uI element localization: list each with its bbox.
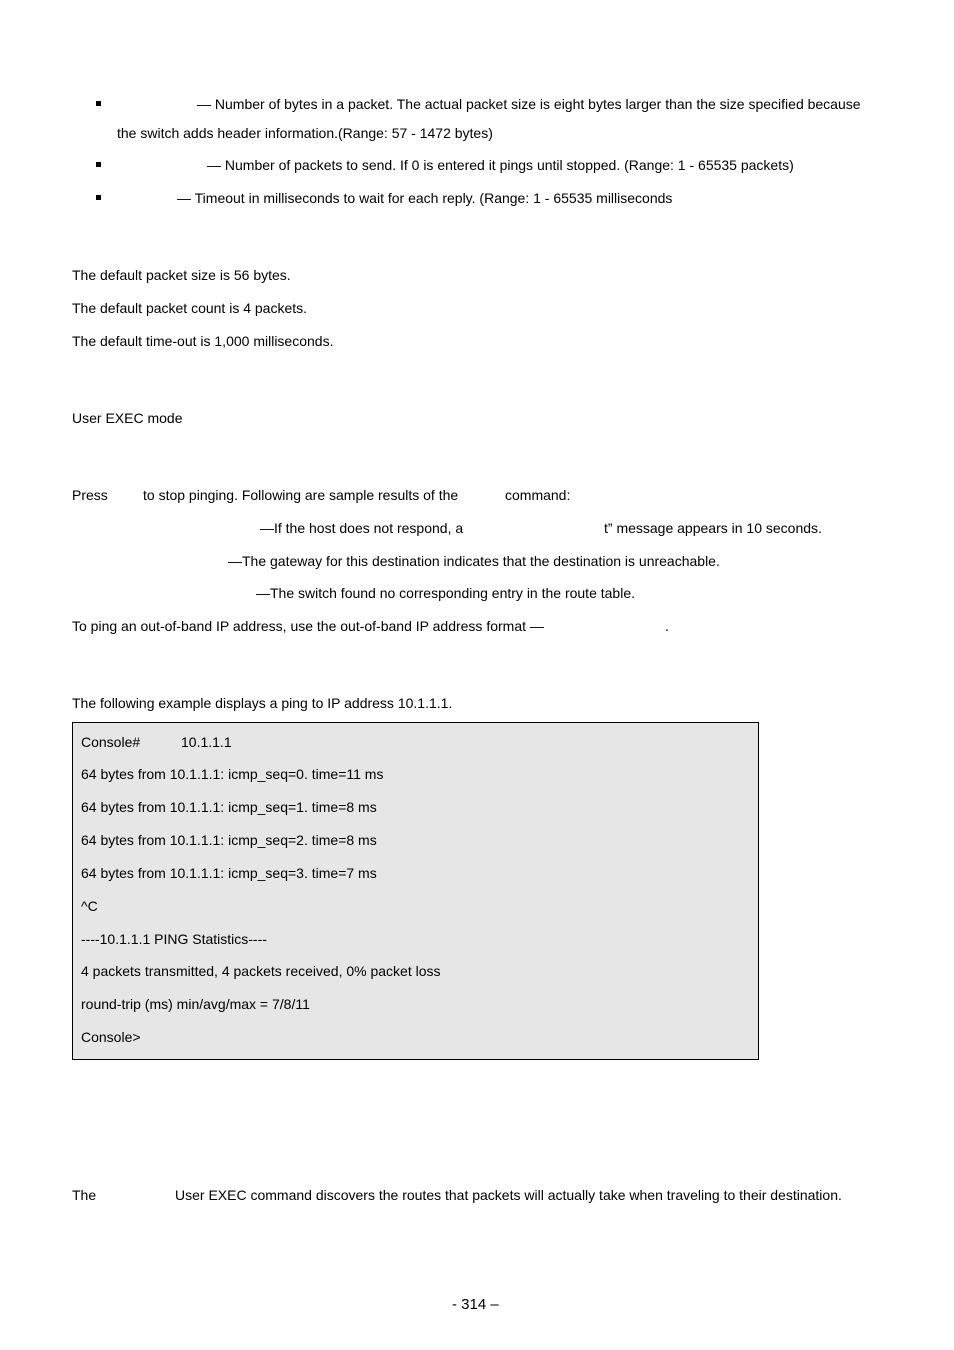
code-line: Console> xyxy=(81,1029,141,1045)
code-line: 64 bytes from 10.1.1.1: icmp_seq=1. time=8 ms xyxy=(81,799,377,815)
code-line: ^C xyxy=(81,898,98,914)
param-count: — Number of packets to send. If 0 is entered it pings until stopped. (Range: 1 - 65535 packets) xyxy=(207,157,794,173)
example-intro: The following example displays a ping to IP address 10.1.1.1. xyxy=(72,695,453,711)
traceroute-desc-a: The xyxy=(72,1187,97,1203)
guideline-timeout-b: t” message appears in 10 seconds. xyxy=(604,520,822,536)
guideline-oob-end: . xyxy=(665,618,669,634)
default-count: The default packet count is 4 packets. xyxy=(72,300,308,316)
guideline-press-2: to stop pinging. Following are sample results of the xyxy=(143,487,459,503)
code-line: ----10.1.1.1 PING Statistics---- xyxy=(81,931,267,947)
page-number: - 314 – xyxy=(452,1296,499,1313)
code-line: 4 packets transmitted, 4 packets received, 0% packet loss xyxy=(81,963,441,979)
code-prompt-arg: 10.1.1.1 xyxy=(181,734,232,750)
guideline-timeout-a: —If the host does not respond, a xyxy=(260,520,464,536)
code-line: 64 bytes from 10.1.1.1: icmp_seq=0. time=11 ms xyxy=(81,766,384,782)
code-prompt: Console# xyxy=(81,734,141,750)
param-timeout: — Timeout in milliseconds to wait for each reply. (Range: 1 - 65535 milliseconds xyxy=(177,190,673,206)
bullet-icon xyxy=(96,101,101,106)
guideline-no-route: —The switch found no corresponding entry in the route table. xyxy=(256,585,635,601)
traceroute-desc-b: User EXEC command discovers the routes that packets will actually take when traveling to their destination. xyxy=(175,1187,842,1203)
bullet-icon xyxy=(96,195,101,200)
guideline-press-3: command: xyxy=(505,487,571,503)
param-packet-size-cont: the switch adds header information.(Range: 57 - 1472 bytes) xyxy=(117,125,493,141)
command-mode: User EXEC mode xyxy=(72,410,183,426)
code-line: round-trip (ms) min/avg/max = 7/8/11 xyxy=(81,996,310,1012)
guideline-oob: To ping an out-of-band IP address, use the out-of-band IP address format — xyxy=(72,618,544,634)
code-line: 64 bytes from 10.1.1.1: icmp_seq=2. time=8 ms xyxy=(81,832,377,848)
code-line: 64 bytes from 10.1.1.1: icmp_seq=3. time=7 ms xyxy=(81,865,377,881)
code-example-box xyxy=(72,722,759,1060)
bullet-icon xyxy=(96,162,101,167)
param-packet-size: — Number of bytes in a packet. The actual packet size is eight bytes larger than the size specified because xyxy=(197,96,861,112)
guideline-unreachable: —The gateway for this destination indicates that the destination is unreachable. xyxy=(228,553,720,569)
default-size: The default packet size is 56 bytes. xyxy=(72,267,291,283)
default-timeout: The default time-out is 1,000 milliseconds. xyxy=(72,333,334,349)
guideline-press: Press xyxy=(72,487,108,503)
